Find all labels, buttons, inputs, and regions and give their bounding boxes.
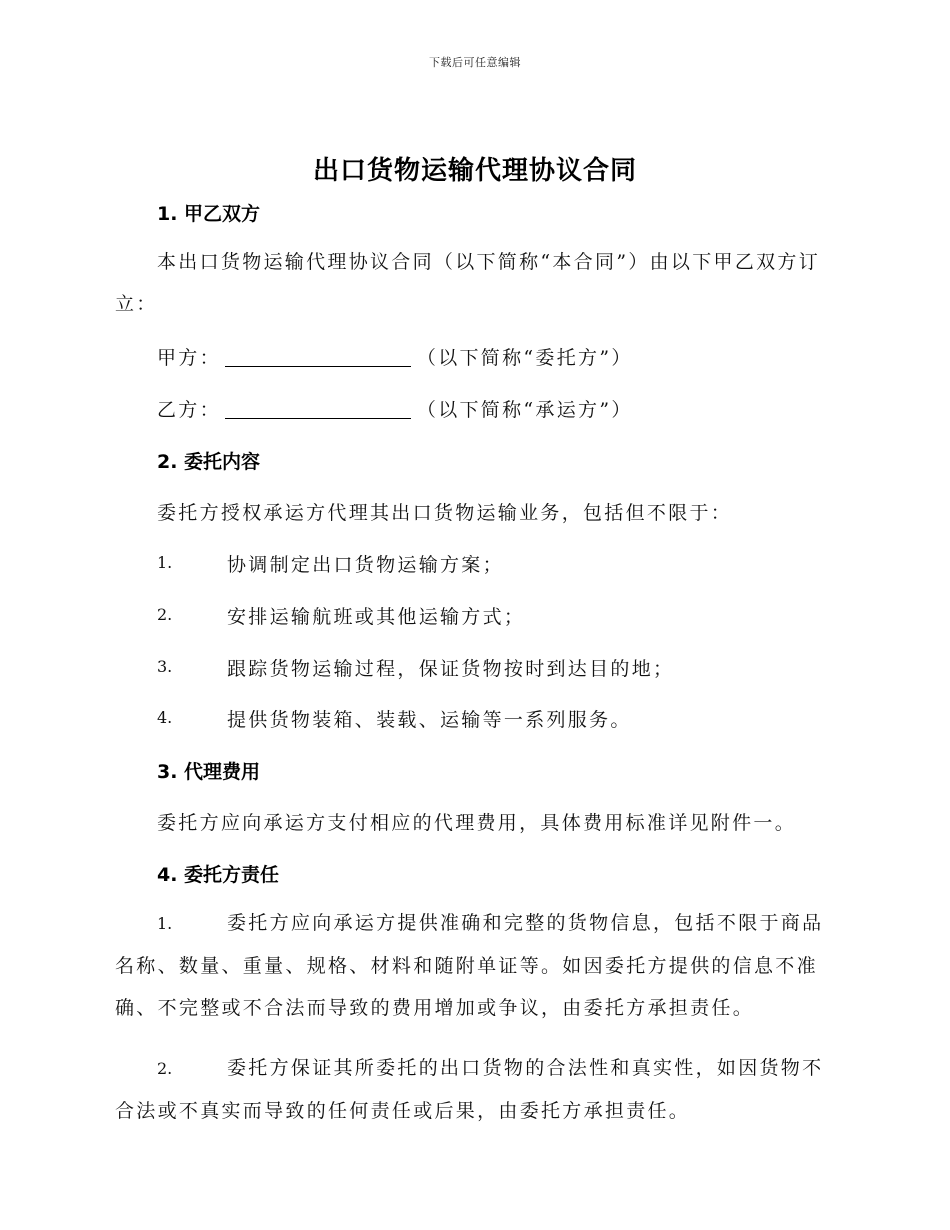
client-duty-1-number: 1. bbox=[157, 914, 173, 933]
party-b-suffix: （以下简称“承运方”） bbox=[416, 399, 633, 421]
scope-item-1-text: 协调制定出口货物运输方案； bbox=[227, 554, 504, 576]
client-duty-1 bbox=[115, 902, 835, 1029]
document-title: 出口货物运输代理协议合同 bbox=[312, 156, 637, 186]
party-a-blank bbox=[225, 348, 411, 367]
client-duty-1-text: 委托方应向承运方提供准确和完整的货物信息，包括不限于商品名称、数量、重量、规格、材料和随附单证等。如因委托方提供的信息不准确、不完整或不合法而导致的费用增加或争议，由委托方承担责任。 bbox=[115, 912, 824, 1019]
client-duty-2-text: 委托方保证其所委托的出口货物的合法性和真实性，如因货物不合法或不真实而导致的任何责任或后果，由委托方承担责任。 bbox=[115, 1057, 824, 1122]
party-a-line bbox=[157, 343, 633, 370]
party-a-label: 甲方： bbox=[157, 347, 221, 369]
scope-item-3-text: 跟踪货物运输过程，保证货物按时到达目的地； bbox=[227, 658, 675, 680]
section-fees-intro: 委托方应向承运方支付相应的代理费用，具体费用标准详见附件一。 bbox=[157, 812, 797, 834]
section-heading-fees: 3. 代理费用 bbox=[157, 761, 261, 783]
scope-item-1-number: 1. bbox=[157, 553, 173, 572]
client-duty-2-number: 2. bbox=[157, 1059, 173, 1078]
client-duty-2 bbox=[115, 1047, 835, 1132]
scope-item-2-number: 2. bbox=[157, 605, 173, 624]
party-b-blank bbox=[225, 400, 411, 419]
section-heading-parties: 1. 甲乙双方 bbox=[157, 203, 261, 225]
scope-item-4-text: 提供货物装箱、装载、运输等一系列服务。 bbox=[227, 709, 632, 731]
section-heading-client-duties: 4. 委托方责任 bbox=[157, 864, 280, 886]
scope-item-4-number: 4. bbox=[157, 708, 173, 727]
party-a-suffix: （以下简称“委托方”） bbox=[416, 347, 633, 369]
scope-item-3-number: 3. bbox=[157, 657, 173, 676]
section-scope-intro: 委托方授权承运方代理其出口货物运输业务，包括但不限于： bbox=[157, 502, 733, 524]
header-note: 下载后可任意编辑 bbox=[429, 56, 521, 69]
party-b-label: 乙方： bbox=[157, 399, 221, 421]
party-b-line bbox=[157, 395, 633, 422]
section-parties-intro: 本出口货物运输代理协议合同（以下简称“本合同”）由以下甲乙双方订立： bbox=[115, 251, 821, 315]
scope-item-2-text: 安排运输航班或其他运输方式； bbox=[227, 606, 526, 628]
section-heading-scope: 2. 委托内容 bbox=[157, 451, 261, 473]
